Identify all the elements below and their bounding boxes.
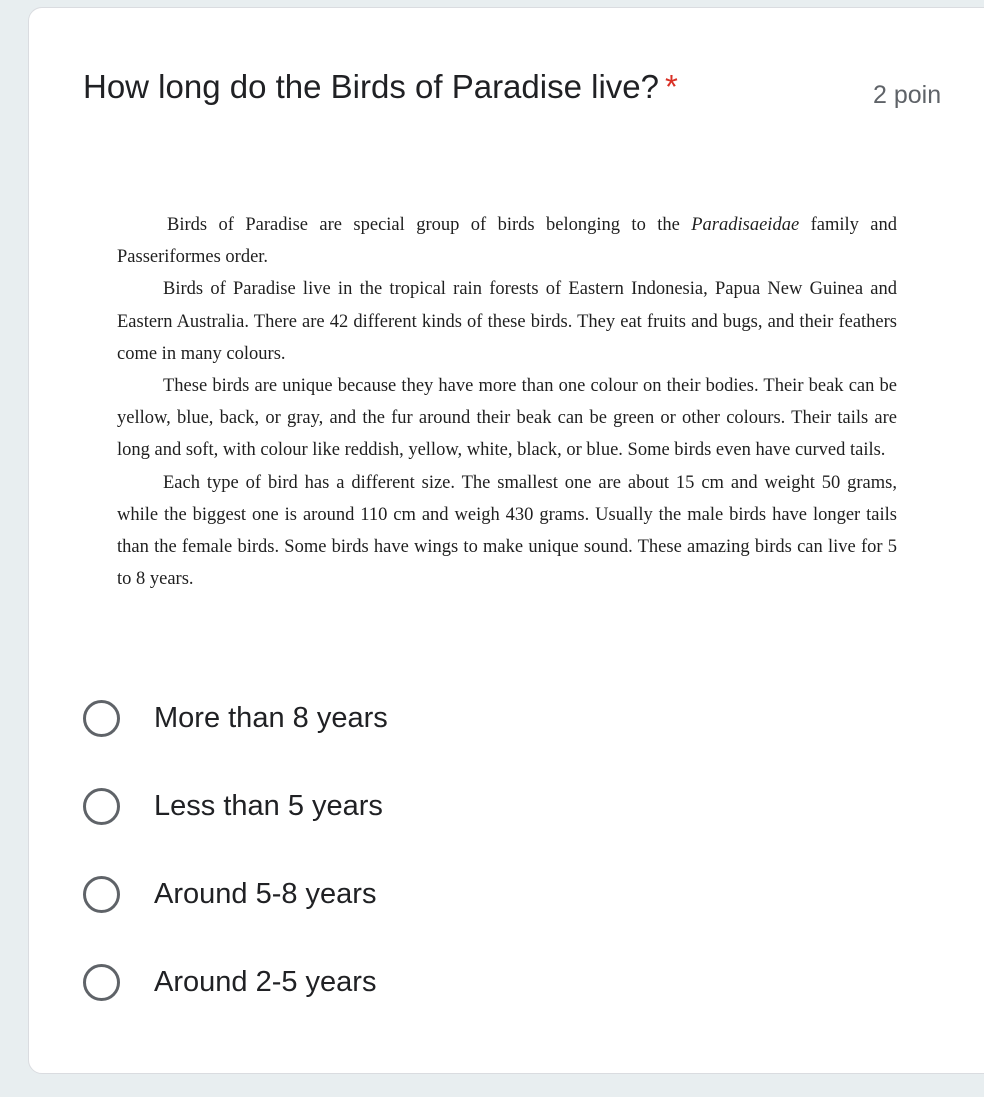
option-label[interactable]: Less than 5 years bbox=[154, 790, 383, 822]
passage-paragraph-3: These birds are unique because they have more than one colour on their bodies. Their beak can be yellow, blue, back, or gray, and the fur around their beak can be green or other colours. Their tails are long and soft, with colour like reddish, yellow, white, black, or blue. Some birds even have curved tails. bbox=[117, 376, 897, 461]
passage-paragraph-1: Birds of Paradise are special group of birds belonging to the Paradisaeidae family and Passeriformes order. bbox=[117, 215, 897, 268]
question-title bbox=[83, 68, 678, 106]
passage-image bbox=[117, 209, 897, 595]
option-label[interactable]: Around 5-8 years bbox=[154, 878, 377, 910]
option-label[interactable]: More than 8 years bbox=[154, 702, 388, 734]
option-around-2-5-years[interactable] bbox=[83, 942, 683, 1030]
passage-paragraph-4: Each type of bird has a different size. The smallest one are about 15 cm and weight 50 grams, while the biggest one is around 110 cm and weigh 430 grams. Usually the male birds have longer tails than the female birds. Some birds have wings to make unique sound. These amazing birds can live for 5 to 8 years. bbox=[117, 472, 897, 590]
option-more-than-8-years[interactable] bbox=[83, 678, 683, 766]
passage-paragraph-2: Birds of Paradise live in the tropical rain forests of Eastern Indonesia, Papua New Guinea and Eastern Australia. There are 42 different kinds of these birds. They eat fruits and bugs, and their feathers come in many colours. bbox=[117, 279, 897, 364]
option-around-5-8-years[interactable] bbox=[83, 854, 683, 942]
option-less-than-5-years[interactable] bbox=[83, 766, 683, 854]
required-marker: * bbox=[665, 68, 678, 105]
radio-button[interactable] bbox=[83, 700, 120, 737]
radio-button[interactable] bbox=[83, 876, 120, 913]
points-label: 2 poin bbox=[873, 81, 942, 109]
option-label[interactable]: Around 2-5 years bbox=[154, 966, 377, 998]
family-name: Paradisaeidae bbox=[691, 215, 800, 235]
radio-button[interactable] bbox=[83, 964, 120, 1001]
question-card bbox=[28, 7, 984, 1074]
answer-options bbox=[83, 678, 683, 1030]
radio-button[interactable] bbox=[83, 788, 120, 825]
question-title-text: How long do the Birds of Paradise live? bbox=[83, 68, 659, 105]
